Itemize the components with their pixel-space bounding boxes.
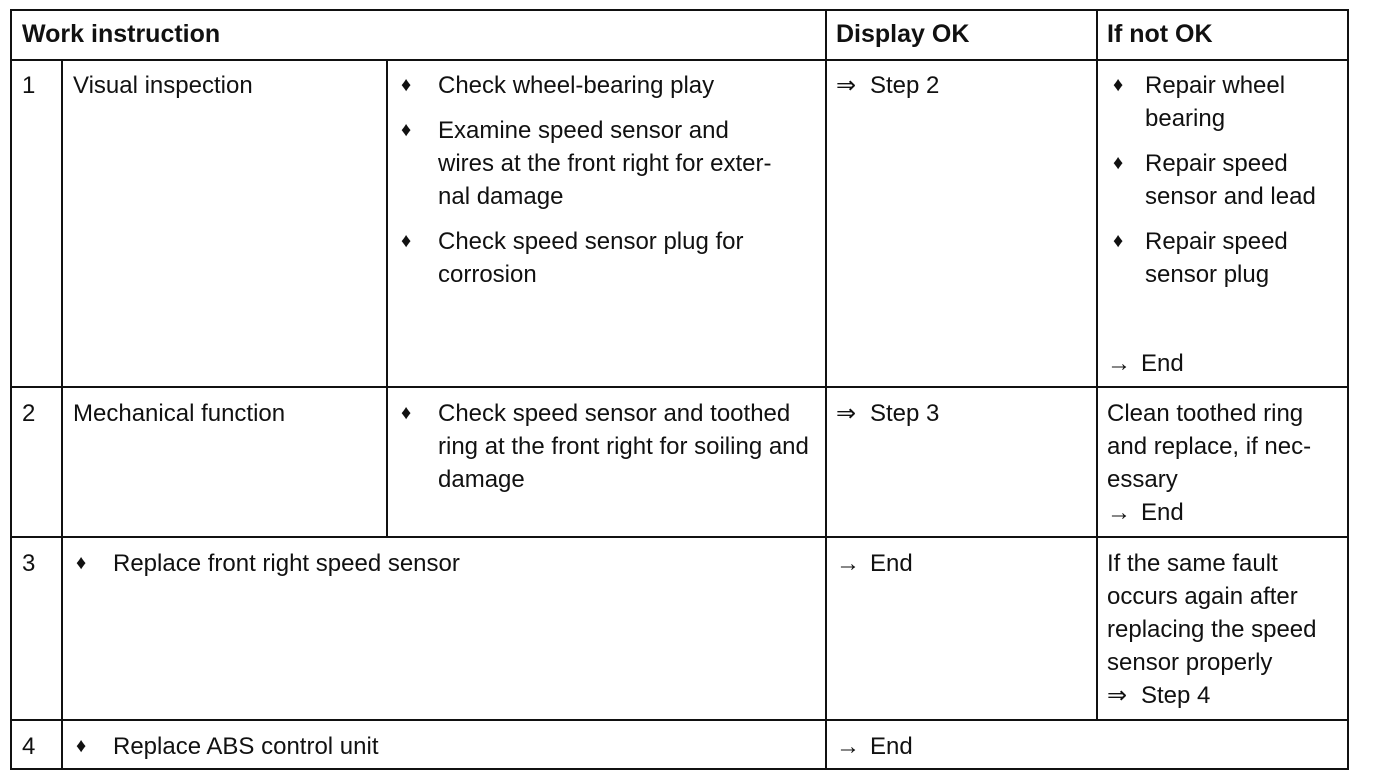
- display-ok-value: Step 3: [870, 400, 940, 427]
- remedy-text: Repair speed sensor plug: [1145, 228, 1288, 288]
- if-not-ok-cell: [1107, 397, 1339, 529]
- list-item: [388, 114, 778, 213]
- diamond-bullet-icon: ♦: [1113, 152, 1124, 174]
- double-arrow-icon: ⇒: [1107, 682, 1128, 709]
- list-item: [388, 397, 818, 496]
- display-ok-value: Step 2: [870, 72, 940, 99]
- diamond-bullet-icon: ♦: [401, 230, 412, 252]
- step-checks: [63, 547, 823, 592]
- list-item: [388, 225, 768, 291]
- check-text: Check speed sensor plug for corrosion: [438, 228, 744, 288]
- list-item: [1107, 225, 1347, 291]
- check-text: Check speed sensor and toothed ring at the front right for soiling and damage: [438, 400, 809, 493]
- header-if-not-ok: If not OK: [1107, 20, 1213, 48]
- display-ok-cell: [836, 730, 913, 763]
- row-divider: [12, 719, 1347, 721]
- step-label: Step 4: [1141, 682, 1211, 709]
- step-checks: [63, 730, 823, 775]
- list-item: [1107, 147, 1347, 213]
- step-title: Visual inspection: [73, 72, 253, 99]
- row-divider: [12, 59, 1347, 61]
- header-display-ok: Display OK: [836, 20, 970, 48]
- step-number: 4: [22, 733, 36, 760]
- work-instruction-table: [10, 9, 1349, 770]
- if-not-ok-step: [1107, 679, 1347, 712]
- right-arrow-icon: →: [1107, 499, 1131, 526]
- double-arrow-icon: ⇒: [836, 400, 857, 427]
- list-item: [63, 547, 823, 580]
- step-checks: [388, 397, 824, 508]
- remedy-text: Clean toothed ring and replace, if nec-essary: [1107, 400, 1312, 493]
- remedy-text: Repair wheel bearing: [1145, 72, 1286, 132]
- if-not-ok-cell: [1107, 69, 1347, 303]
- right-arrow-icon: →: [836, 550, 860, 577]
- end-label: End: [1141, 499, 1184, 526]
- step-title: Mechanical function: [73, 400, 286, 427]
- if-not-ok-cell: [1107, 547, 1347, 712]
- display-ok-value: End: [870, 550, 913, 577]
- remedy-text: If the same fault occurs again after replacing the speed sensor properly: [1107, 550, 1317, 676]
- step-checks: [388, 69, 824, 303]
- remedy-text: Repair speed sensor and lead: [1145, 150, 1316, 210]
- list-item: [388, 69, 824, 102]
- display-ok-cell: [836, 547, 913, 580]
- step-number: 3: [22, 550, 36, 577]
- diamond-bullet-icon: ♦: [1113, 74, 1124, 96]
- step-number: 2: [22, 400, 36, 427]
- double-arrow-icon: ⇒: [836, 72, 857, 99]
- if-not-ok-end: [1107, 496, 1339, 529]
- display-ok-cell: [836, 69, 939, 102]
- end-label: End: [1141, 350, 1184, 377]
- header-work-instruction: Work instruction: [22, 20, 221, 48]
- list-item: [63, 730, 823, 763]
- check-text: Examine speed sensor and wires at the front right for exter-nal damage: [438, 117, 772, 210]
- right-arrow-icon: →: [1107, 350, 1131, 377]
- if-not-ok-end: [1107, 347, 1184, 380]
- diamond-bullet-icon: ♦: [1113, 230, 1124, 252]
- row-divider: [12, 536, 1347, 538]
- check-text: Replace ABS control unit: [113, 733, 379, 760]
- row-divider: [12, 386, 1347, 388]
- diamond-bullet-icon: ♦: [76, 735, 87, 757]
- diamond-bullet-icon: ♦: [76, 552, 87, 574]
- display-ok-cell: [836, 397, 939, 430]
- diamond-bullet-icon: ♦: [401, 119, 412, 141]
- check-text: Replace front right speed sensor: [113, 550, 460, 577]
- diamond-bullet-icon: ♦: [401, 74, 412, 96]
- diamond-bullet-icon: ♦: [401, 402, 412, 424]
- right-arrow-icon: →: [836, 733, 860, 760]
- list-item: [1107, 69, 1347, 135]
- column-divider: [1096, 11, 1098, 719]
- column-divider: [61, 59, 63, 768]
- step-number: 1: [22, 72, 36, 99]
- check-text: Check wheel-bearing play: [438, 72, 715, 99]
- column-divider: [825, 11, 827, 770]
- display-ok-value: End: [870, 733, 913, 760]
